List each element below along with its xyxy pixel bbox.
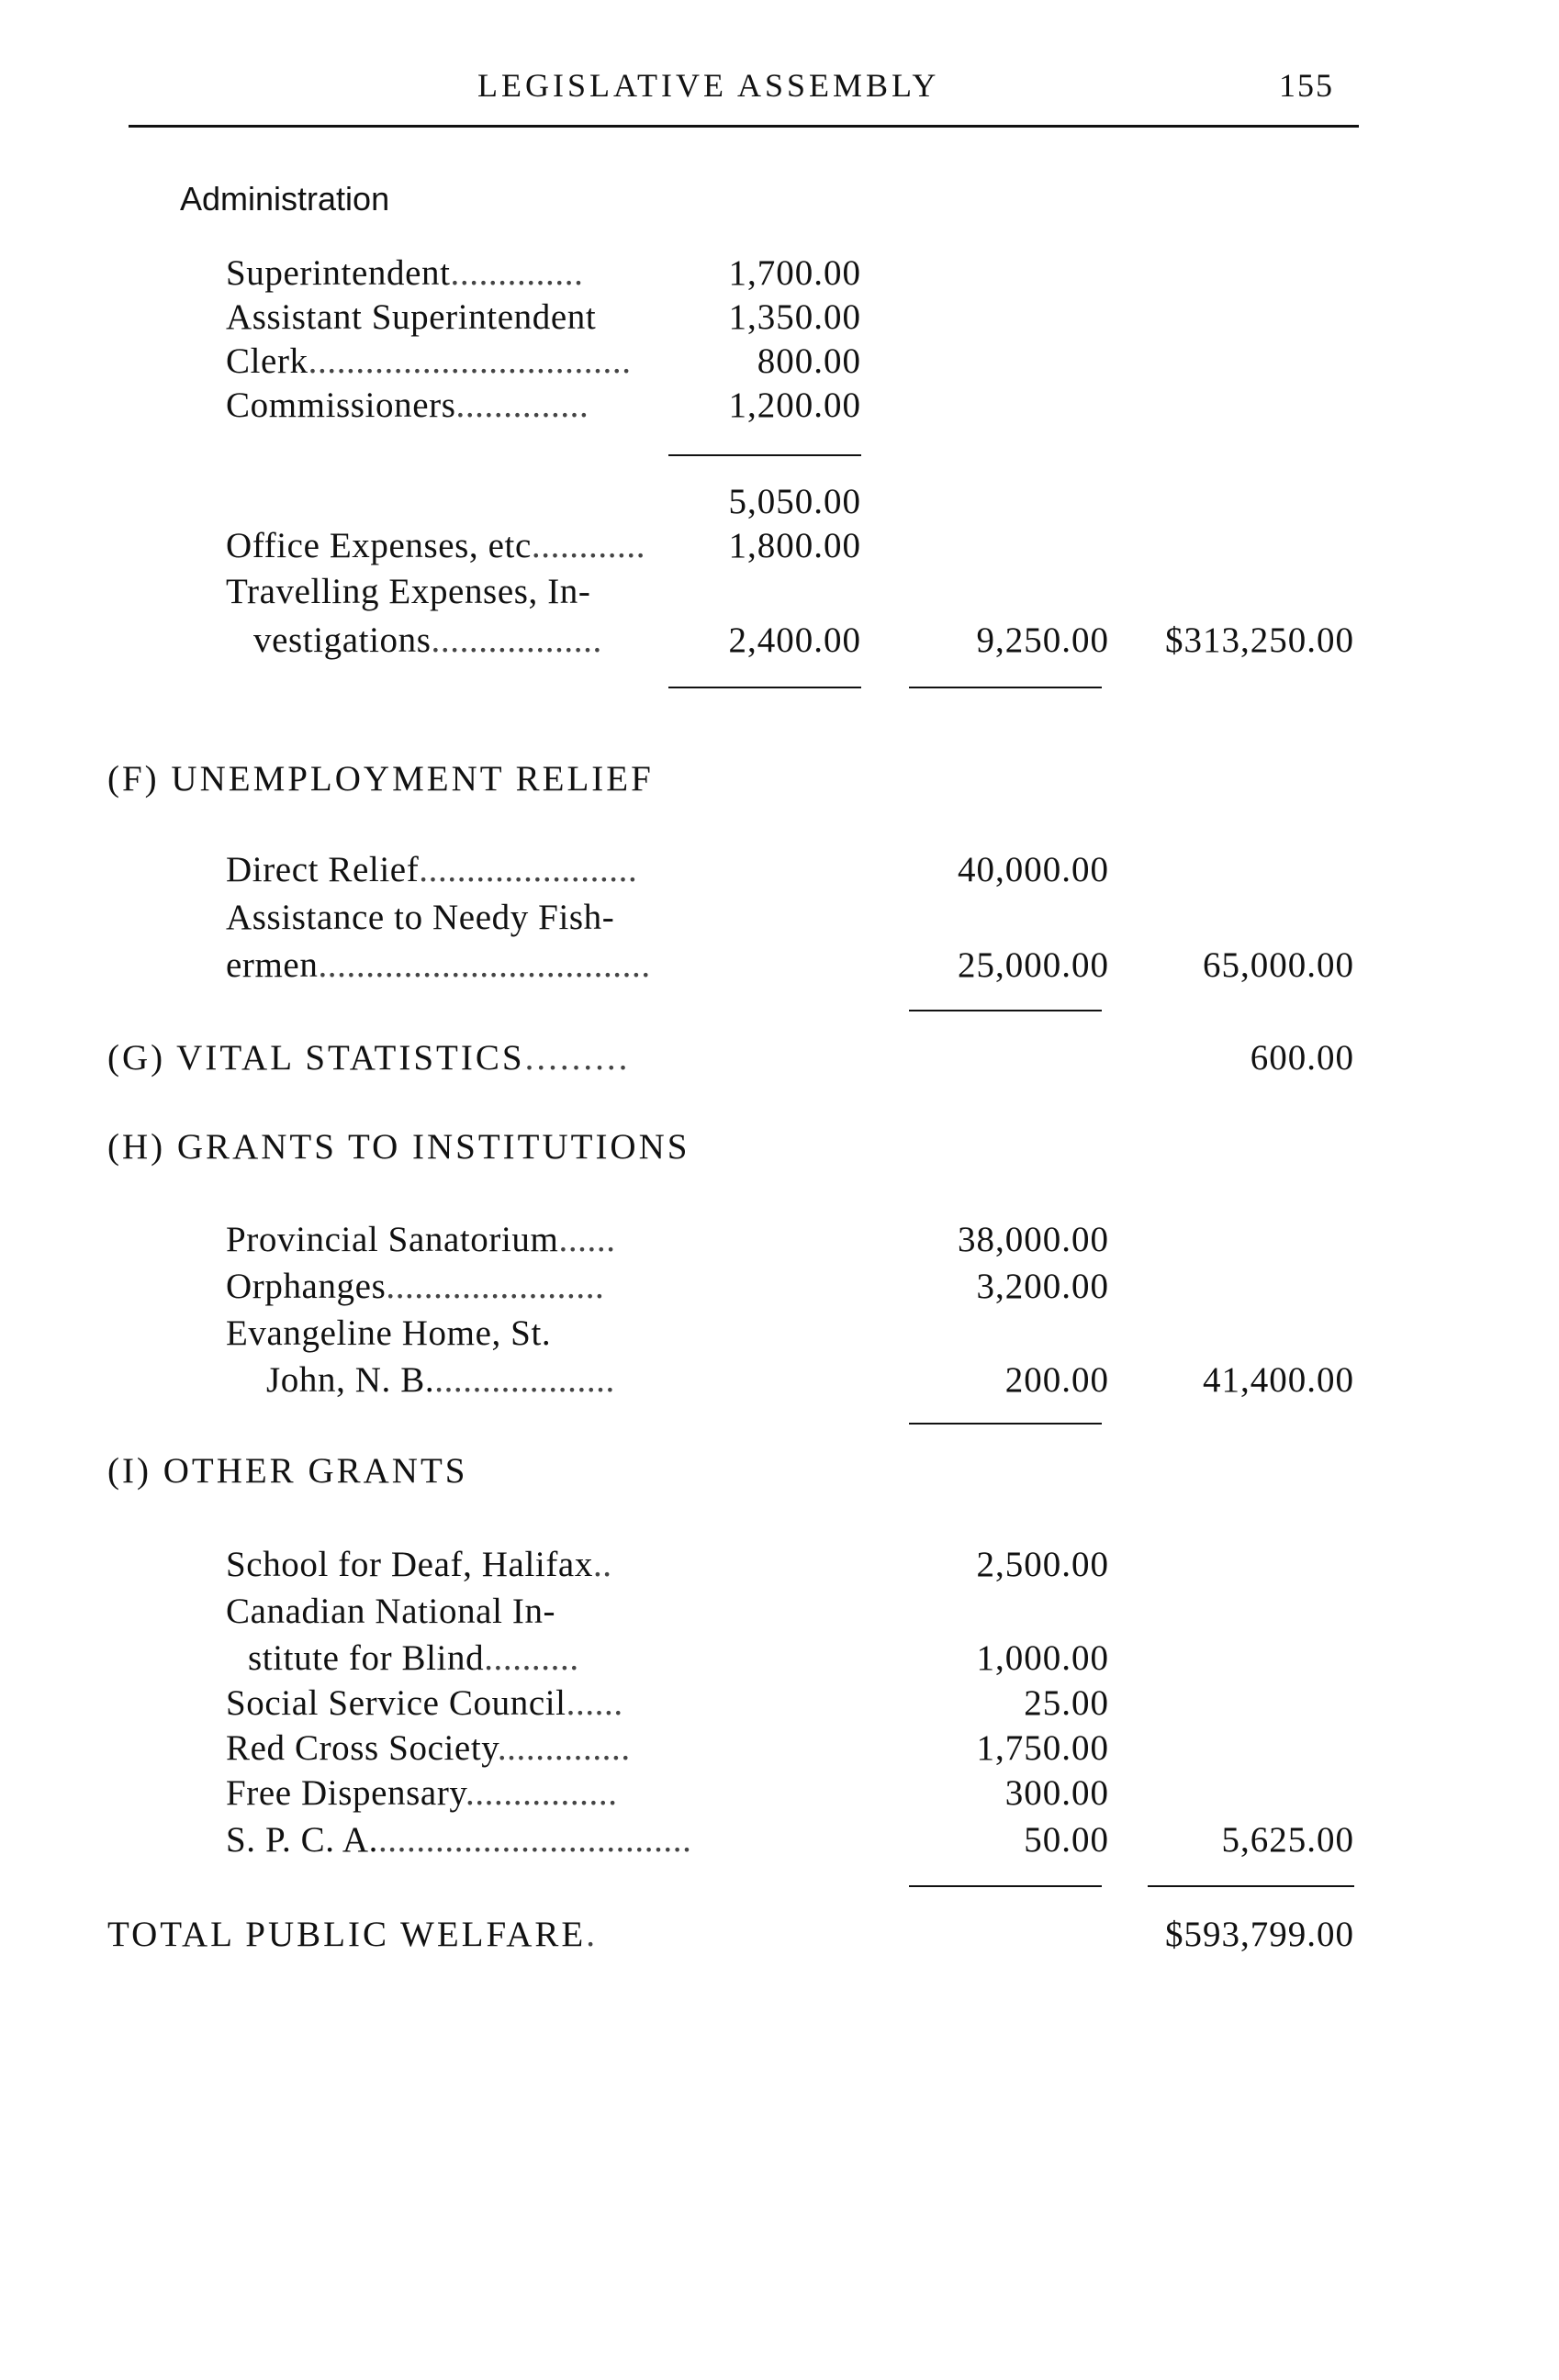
other-grants-total: 5,625.00 <box>1221 1820 1354 1860</box>
canadian-national-institute-label: Canadian National In- <box>226 1592 556 1631</box>
other-grants-total-rule <box>1148 1885 1354 1887</box>
direct-relief-label: Direct Relief....................... <box>226 850 638 889</box>
red-cross-society-amount: 1,750.00 <box>976 1728 1109 1768</box>
unemployment-relief-rule <box>909 1010 1102 1011</box>
grants-to-institutions-total: 41,400.00 <box>1203 1360 1354 1400</box>
needy-fishermen-label: Assistance to Needy Fish- <box>226 898 615 937</box>
evangeline-home-amount: 200.00 <box>1004 1360 1109 1400</box>
travel-amount-rule <box>668 687 861 688</box>
page-number: 155 <box>1279 67 1334 104</box>
office-expenses-amount: 1,800.00 <box>728 526 861 565</box>
orphanages-amount: 3,200.00 <box>976 1267 1109 1306</box>
evangeline-home-label: Evangeline Home, St. <box>226 1313 552 1353</box>
unemployment-relief-heading: (F) UNEMPLOYMENT RELIEF <box>107 759 654 799</box>
admin-subtotal-rule <box>668 454 861 456</box>
admin-total-rule <box>909 687 1102 688</box>
travelling-expenses-amount: 2,400.00 <box>728 620 861 660</box>
saint-john-label: John, N. B.................... <box>266 1360 615 1400</box>
total-public-welfare-amount: $593,799.00 <box>1165 1915 1354 1954</box>
assistant-superintendent-label: Assistant Superintendent <box>226 297 597 337</box>
institutions-rule <box>909 1423 1102 1425</box>
superintendent-label: Superintendent.............. <box>226 253 584 293</box>
provincial-sanatorium-label: Provincial Sanatorium...... <box>226 1220 616 1259</box>
running-header-title: LEGISLATIVE ASSEMBLY <box>477 67 940 104</box>
header-rule <box>129 125 1359 128</box>
unemployment-relief-total: 65,000.00 <box>1203 945 1354 985</box>
commissioners-amount: 1,200.00 <box>728 385 861 425</box>
investigations-label: vestigations.................. <box>253 620 602 660</box>
admin-subtotal-amount: 5,050.00 <box>728 482 861 521</box>
free-dispensary-amount: 300.00 <box>1004 1773 1109 1813</box>
office-expenses-label: Office Expenses, etc............ <box>226 526 646 565</box>
section-grand-total: $313,250.00 <box>1165 620 1354 660</box>
total-public-welfare-label: TOTAL PUBLIC WELFARE. <box>107 1915 599 1954</box>
clerk-label: Clerk.................................. <box>226 341 632 381</box>
social-service-council-label: Social Service Council...... <box>226 1683 623 1723</box>
vital-statistics-total: 600.00 <box>1250 1038 1354 1078</box>
school-for-deaf-label: School for Deaf, Halifax.. <box>226 1545 612 1584</box>
orphanages-label: Orphanges....................... <box>226 1267 605 1306</box>
other-grants-amount-rule <box>909 1885 1102 1887</box>
school-for-deaf-amount: 2,500.00 <box>976 1545 1109 1584</box>
administration-total: 9,250.00 <box>976 620 1109 660</box>
grants-to-institutions-heading: (H) GRANTS TO INSTITUTIONS <box>107 1127 690 1167</box>
travelling-expenses-label: Travelling Expenses, In- <box>226 572 591 611</box>
red-cross-society-label: Red Cross Society.............. <box>226 1728 631 1768</box>
institute-for-blind-label: stitute for Blind.......... <box>248 1638 579 1678</box>
commissioners-label: Commissioners.............. <box>226 385 589 425</box>
assistant-superintendent-amount: 1,350.00 <box>728 297 861 337</box>
needy-fishermen-amount: 25,000.00 <box>958 945 1109 985</box>
administration-heading: Administration <box>180 180 390 218</box>
superintendent-amount: 1,700.00 <box>728 253 861 293</box>
social-service-council-amount: 25.00 <box>1024 1683 1109 1723</box>
institute-for-blind-amount: 1,000.00 <box>976 1638 1109 1678</box>
vital-statistics-heading: (G) VITAL STATISTICS......... <box>107 1038 631 1078</box>
provincial-sanatorium-amount: 38,000.00 <box>958 1220 1109 1259</box>
clerk-amount: 800.00 <box>757 341 861 381</box>
free-dispensary-label: Free Dispensary................ <box>226 1773 618 1813</box>
spca-label: S. P. C. A.................................. <box>226 1820 692 1860</box>
fishermen-label: ermen................................... <box>226 945 651 985</box>
spca-amount: 50.00 <box>1024 1820 1109 1860</box>
other-grants-heading: (I) OTHER GRANTS <box>107 1451 468 1491</box>
direct-relief-amount: 40,000.00 <box>958 850 1109 889</box>
